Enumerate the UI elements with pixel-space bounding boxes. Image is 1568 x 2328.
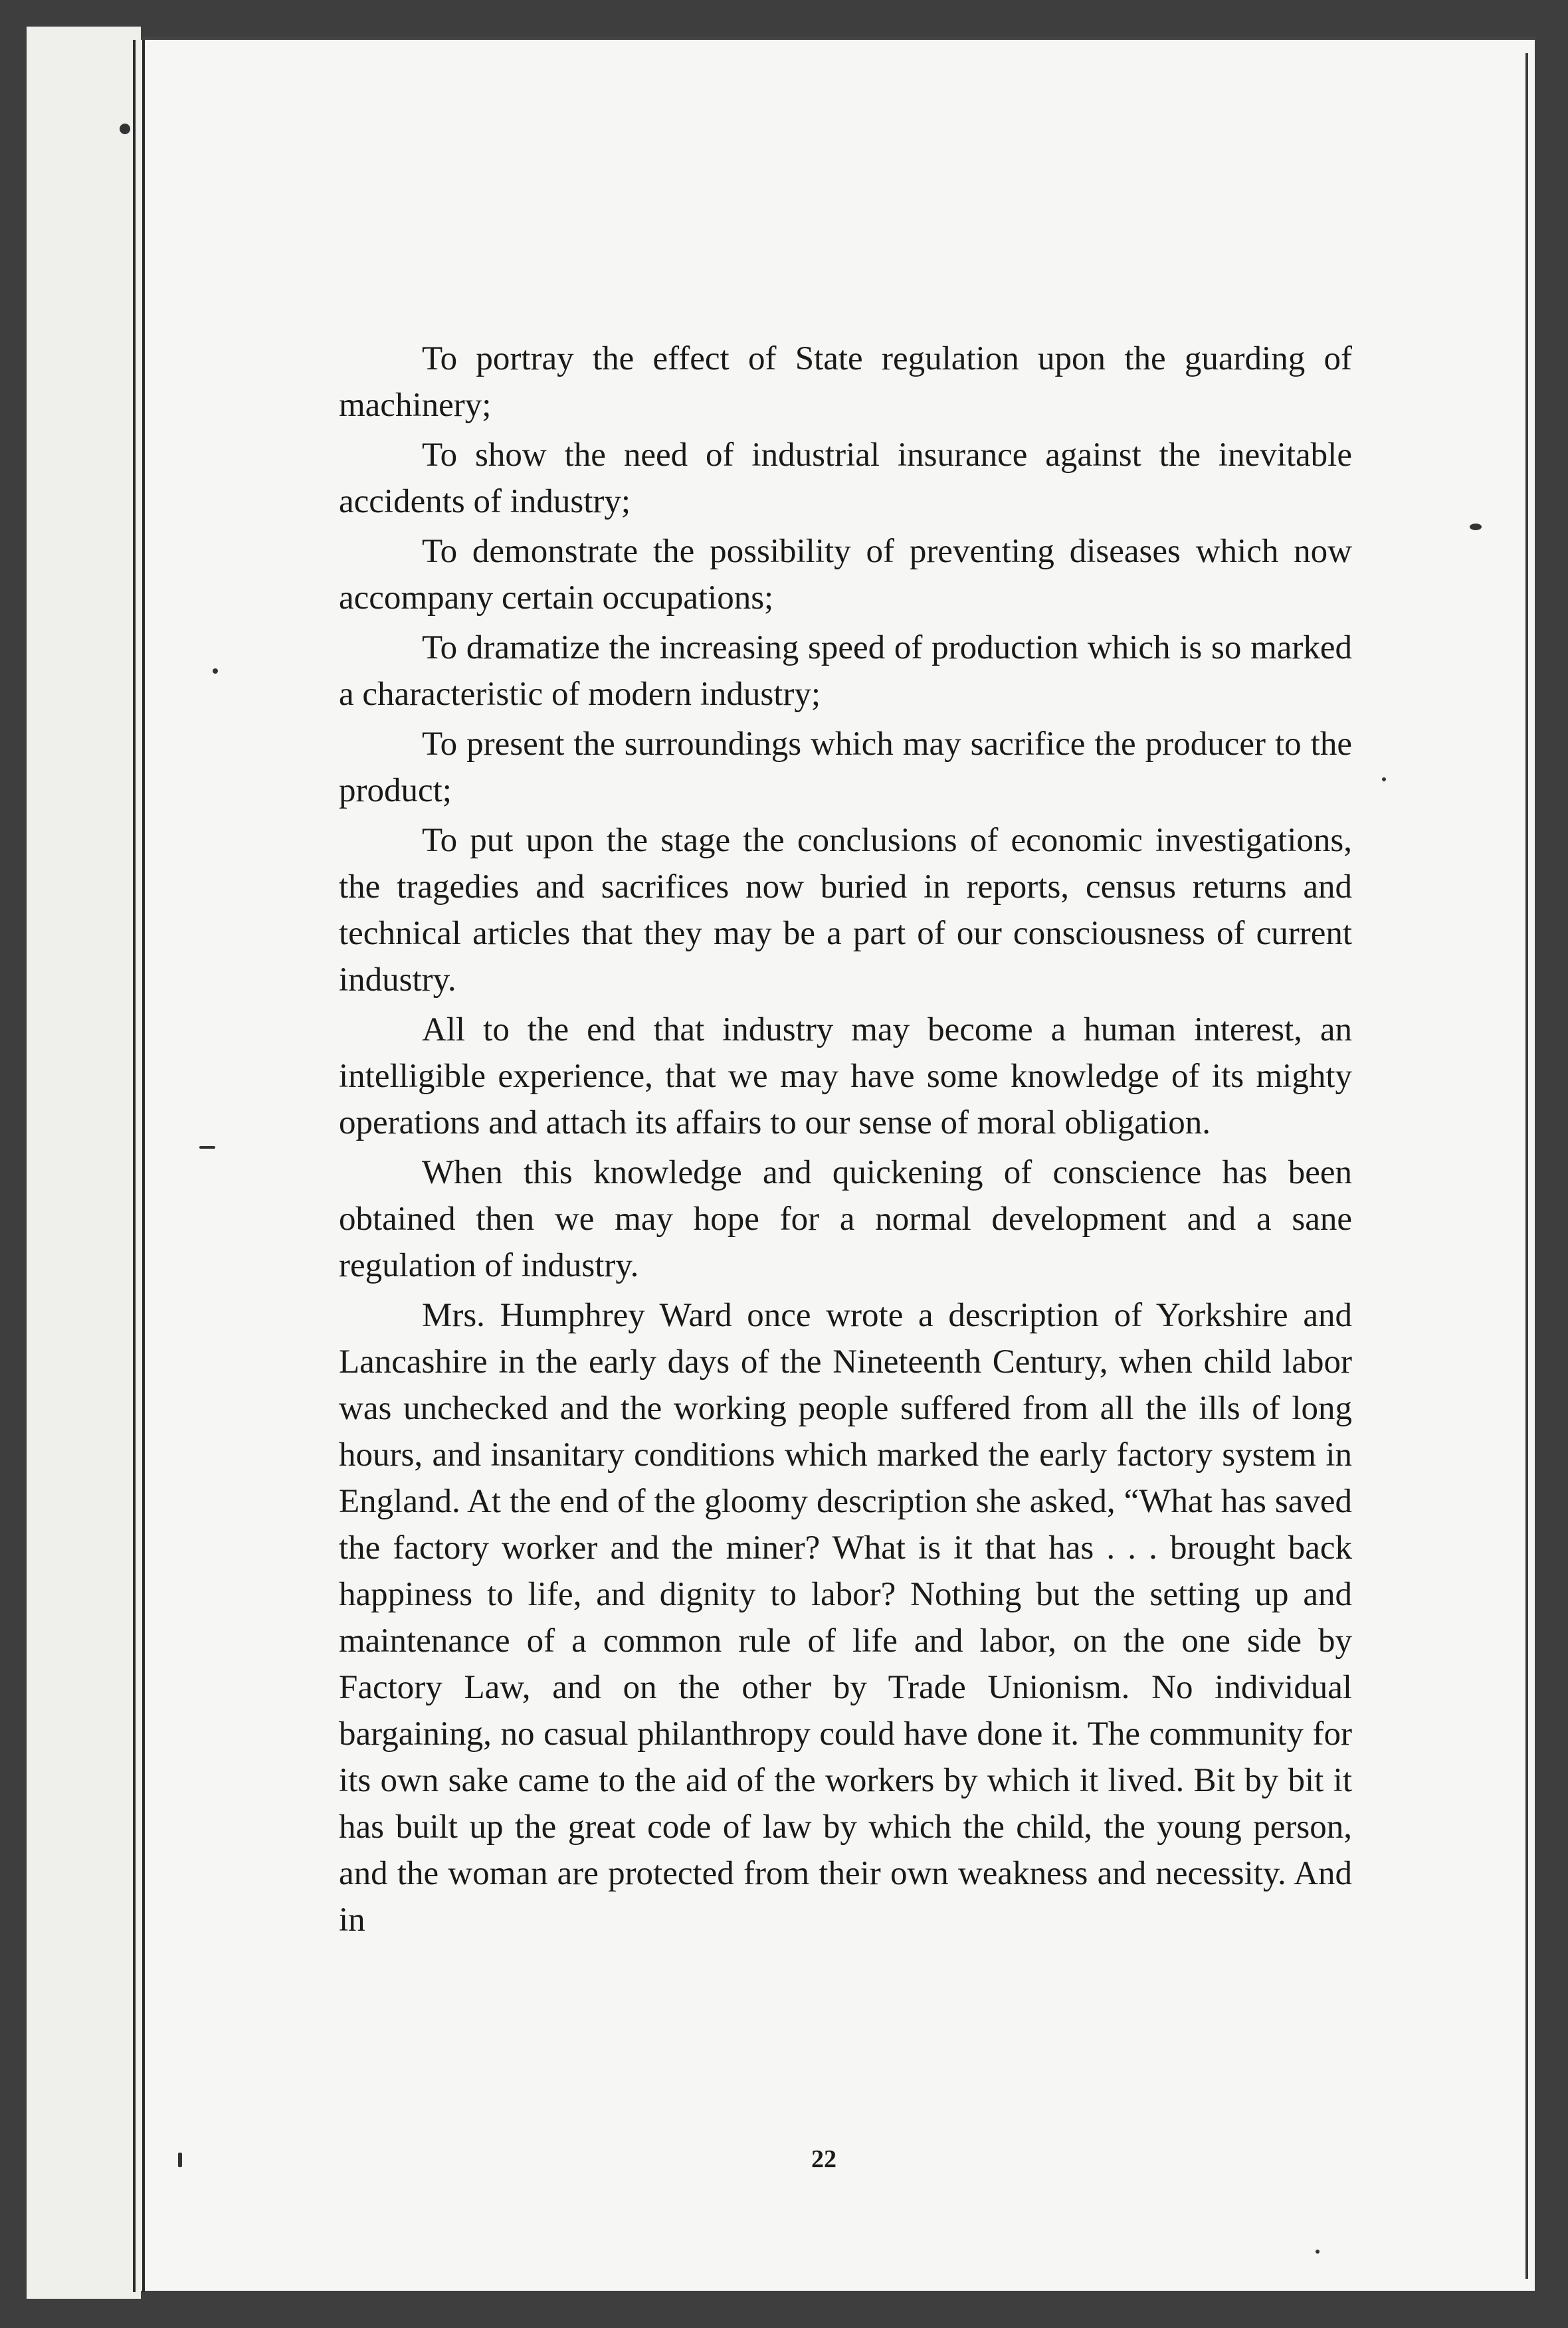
- ink-speck: [1470, 524, 1482, 530]
- paragraph: Mrs. Humphrey Ward once wrote a description of Yorkshire and Lancashire in the early days of the Nineteenth Century, when child labor was unchecked and the working people suffered from all the ills of long hours, and insanitary conditions which marked the early factory system in England. At the end of the gloomy description she asked, “What has saved the factory worker and the miner? What is it that has . . . brought back happiness to life, and dignity to labor? Nothing but the setting up and maintenance of a common rule of life and labor, on the one side by Factory Law, and on the other by Trade Unionism. No individual bargaining, no casual philanthropy could have done it. The community for its own sake came to the aid of the workers by which it lived. Bit by bit it has built up the great code of law by which the child, the young person, and the woman are protected from their own weakness and necessity. And in: [339, 1297, 1352, 1939]
- paragraph: When this knowledge and quickening of conscience has been obtained then we may hope for a normal development and a sane regulation of industry.: [339, 1154, 1352, 1284]
- paragraph: To show the need of industrial insurance against the inevitable accidents of industry;: [339, 436, 1352, 520]
- left-border-rule-outer: [133, 40, 136, 2292]
- page-number: 22: [811, 2145, 836, 2173]
- ink-speck: [199, 1146, 215, 1149]
- right-border-rule: [1525, 53, 1528, 2279]
- ink-speck: [213, 668, 218, 674]
- paragraph: To portray the effect of State regulation upon the guarding of machinery;: [339, 340, 1352, 424]
- paragraph: All to the end that industry may become a human interest, an intelligible experience, that we may have some knowledge of its mighty operations and attach its affairs to our sense of moral obligation.: [339, 1011, 1352, 1141]
- paragraph: To present the surroundings which may sacrifice the producer to the product;: [339, 726, 1352, 809]
- paragraph: To demonstrate the possibility of preventing diseases which now accompany certain occupations;: [339, 533, 1352, 617]
- top-edge-rule: [141, 37, 1535, 40]
- left-border-rule-inner: [142, 40, 145, 2292]
- paragraph: To put upon the stage the conclusions of economic investigations, the tragedies and sacrifices now buried in reports, census returns and technical articles that they may be a part of our consciousness of current industry.: [339, 822, 1352, 999]
- paragraph: To dramatize the increasing speed of production which is so marked a characteristic of modern industry;: [339, 629, 1352, 713]
- ink-speck: [1316, 2250, 1320, 2254]
- body-text: [339, 336, 1352, 1947]
- ink-speck: [1382, 777, 1386, 781]
- ink-speck: [178, 2153, 182, 2167]
- ink-speck: [120, 124, 130, 134]
- left-margin-strip: [27, 27, 141, 2299]
